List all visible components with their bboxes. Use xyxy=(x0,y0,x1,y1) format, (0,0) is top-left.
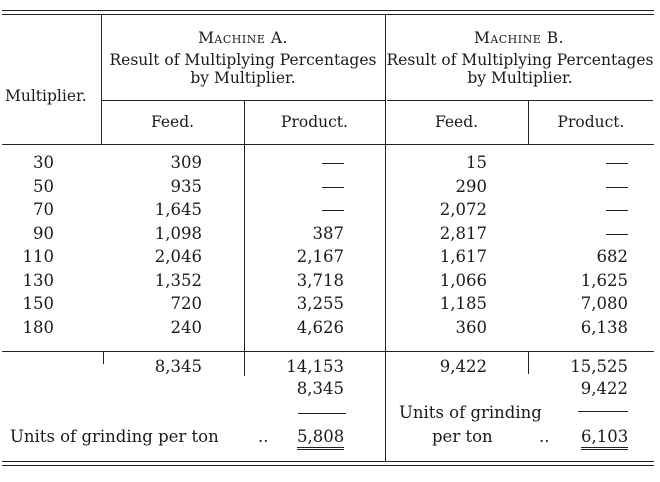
divider-a-left-stub xyxy=(103,352,104,364)
cell-a-product: 3,255 xyxy=(296,294,344,313)
bottom-rule-inner xyxy=(2,465,654,466)
dash-mark xyxy=(322,210,344,211)
machine-a-result-number: 5,808 xyxy=(297,427,344,450)
machine-a-feed-column xyxy=(130,151,202,339)
machine-a-result-label: Units of grinding per ton xyxy=(10,427,219,446)
top-rule xyxy=(2,10,654,11)
cell-b-feed: 2,817 xyxy=(439,223,487,243)
machine-a-subtract-rule xyxy=(298,413,346,414)
machine-a-subtitle-2: by Multiplier. xyxy=(190,69,296,87)
machine-a-feed-header: Feed. xyxy=(150,113,195,131)
cell-multiplier: 90 xyxy=(33,223,54,243)
multiplier-header: Multiplier. xyxy=(5,87,87,105)
cell-a-product xyxy=(270,175,344,199)
cell-a-product: 3,718 xyxy=(296,270,344,290)
cell-a-feed: 935 xyxy=(170,176,202,196)
cell-b-product xyxy=(554,175,628,199)
machine-a-result-value xyxy=(297,426,344,448)
cell-b-product: 682 xyxy=(596,247,628,266)
cell-a-product xyxy=(270,198,344,222)
cell-a-product: 387 xyxy=(312,223,344,243)
machine-b-result-number: 6,103 xyxy=(581,427,628,450)
machine-a-subtract-value: 8,345 xyxy=(296,379,344,398)
machine-b-result-value xyxy=(581,426,628,448)
machine-a-feed-total: 8,345 xyxy=(154,357,202,376)
machine-b-subtitle-1: Result of Multiplying Percentages xyxy=(386,51,654,69)
cell-multiplier: 70 xyxy=(33,200,54,219)
divider-b-totals xyxy=(528,352,529,374)
cell-a-product: 2,167 xyxy=(296,247,344,266)
cell-multiplier: 180 xyxy=(22,317,54,337)
machine-a-product-column xyxy=(270,151,344,339)
machine-a-title: Machine A. xyxy=(198,29,288,47)
cell-b-feed: 1,066 xyxy=(439,270,487,290)
multiplier-column xyxy=(10,151,54,339)
cell-b-feed: 2,072 xyxy=(439,200,487,219)
machine-b-feed-column xyxy=(415,151,487,339)
machine-b-title: Machine B. xyxy=(473,29,565,47)
cell-a-feed: 1,352 xyxy=(154,270,202,290)
cell-a-feed: 240 xyxy=(170,317,202,337)
bottom-rule xyxy=(2,461,654,462)
cell-b-product: 7,080 xyxy=(580,294,628,313)
cell-multiplier: 150 xyxy=(22,294,54,313)
dash-mark xyxy=(606,210,628,211)
cell-b-product xyxy=(554,151,628,175)
cell-a-feed: 2,046 xyxy=(154,247,202,266)
machine-a-product-total: 14,153 xyxy=(286,357,344,376)
cell-a-feed: 1,098 xyxy=(154,223,202,243)
divider-a-feed-product xyxy=(244,100,245,376)
machine-b-feed-header: Feed. xyxy=(434,113,479,131)
dash-mark xyxy=(322,187,344,188)
body-bottom-rule xyxy=(2,351,654,352)
cell-a-product xyxy=(270,151,344,175)
cell-b-feed: 1,185 xyxy=(439,294,487,313)
cell-a-feed: 1,645 xyxy=(154,200,202,219)
machine-b-result-label-2: per ton xyxy=(432,427,493,446)
cell-b-feed: 290 xyxy=(455,176,487,196)
cell-a-product: 4,626 xyxy=(296,317,344,337)
cell-b-product xyxy=(554,198,628,222)
cell-multiplier: 110 xyxy=(22,247,54,266)
top-rule-inner xyxy=(2,14,654,15)
cell-b-feed: 1,617 xyxy=(439,247,487,266)
machine-a-subtitle-1: Result of Multiplying Percentages xyxy=(109,51,377,69)
cell-multiplier: 130 xyxy=(22,270,54,290)
cell-b-feed: 15 xyxy=(466,153,487,172)
header-subrule-b xyxy=(387,100,653,101)
cell-multiplier: 30 xyxy=(33,153,54,172)
machine-b-feed-total: 9,422 xyxy=(439,357,487,376)
dash-mark xyxy=(606,234,628,235)
dash-mark xyxy=(606,163,628,164)
machine-b-subtract-value: 9,422 xyxy=(580,379,628,398)
machine-b-product-column xyxy=(554,151,628,339)
cell-b-feed: 360 xyxy=(455,317,487,337)
machine-b-subtract-rule xyxy=(578,411,628,412)
machine-b-subtitle-2: by Multiplier. xyxy=(467,69,573,87)
machine-a-result-dots: .. xyxy=(258,427,269,446)
header-bottom-rule xyxy=(2,144,654,145)
machine-b-result-label-1: Units of grinding xyxy=(399,403,542,422)
cell-b-product xyxy=(554,222,628,246)
machine-a-product-header: Product. xyxy=(281,113,348,131)
machine-b-result-dots: .. xyxy=(539,427,550,446)
machine-b-product-total: 15,525 xyxy=(570,357,628,376)
dash-mark xyxy=(322,163,344,164)
cell-b-product: 6,138 xyxy=(580,317,628,337)
cell-a-feed: 720 xyxy=(170,294,202,313)
header-subrule-a xyxy=(101,100,385,101)
cell-a-feed: 309 xyxy=(170,153,202,172)
dash-mark xyxy=(606,187,628,188)
cell-b-product: 1,625 xyxy=(580,270,628,290)
cell-multiplier: 50 xyxy=(33,176,54,196)
machine-b-product-header: Product. xyxy=(557,113,625,131)
